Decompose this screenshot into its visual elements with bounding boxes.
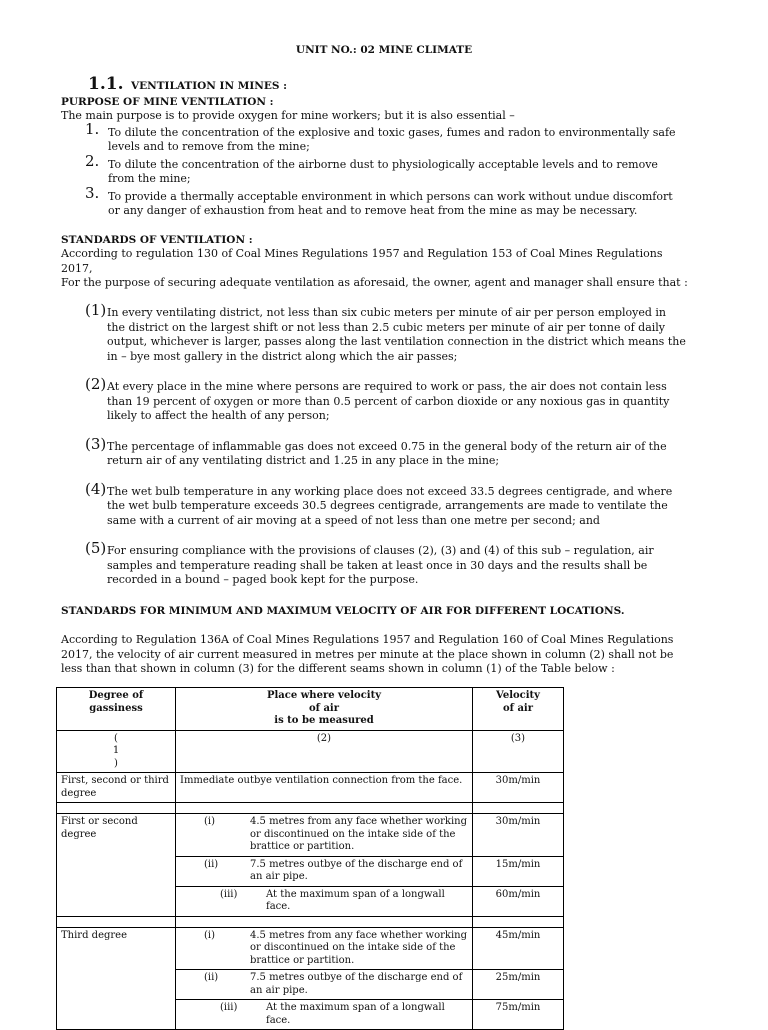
- col1-number-part: (: [114, 732, 118, 744]
- place-text: 4.5 metres from any face whether working or discontinued on the intake side of the brattice or partition.: [250, 816, 467, 852]
- clause-text: For ensuring compliance with the provisions of clauses (2), (3) and (4) of this sub – regulation, air samples and temperature reading shall be taken at least once in 30 days and the results shall be recorded in a bound – paged book kept for the purpose.: [107, 544, 654, 586]
- clause-item: [85, 375, 686, 424]
- place-text: 4.5 metres from any face whether working or discontinued on the intake side of the brattice or partition.: [250, 929, 467, 966]
- clause-text: The wet bulb temperature in any working place does not exceed 33.5 degrees centigrade, and where the wet bulb temperature exceeds 30.5 degrees centigrade, arrangements are made to ventilate the same with a current of air moving at a speed of not less than one metre per second; and: [107, 484, 673, 527]
- purpose-item: [85, 120, 685, 154]
- velocity-intro: According to Regulation 136A of Coal Mines Regulations 1957 and Regulation 160 of Coal Mines Regulations 2017, the velocity of air current measured in metres per minute at the place shown in column (2) shall not be less than that shown in column (3) for the different seams shown in column (1) of the Table below :: [61, 633, 674, 675]
- clause-text: At every place in the mine where persons are required to work or pass, the air does not contain less than 19 percent of oxygen or more than 0.5 percent of carbon dioxide or any noxious gas in quantity likely to affect the health of any person;: [107, 380, 670, 422]
- place-cell: [176, 856, 473, 886]
- velocity-table: [56, 687, 564, 1030]
- velocity-cell: 45m/min: [473, 927, 564, 970]
- place-cell: Immediate outbye ventilation connection from the face.: [176, 773, 473, 803]
- col2-header-line: is to be measured: [274, 715, 374, 726]
- table-gap-row: [57, 916, 564, 927]
- standards-heading: STANDARDS OF VENTILATION :: [61, 234, 253, 246]
- roman-numeral: (i): [204, 929, 216, 941]
- velocity-cell: 30m/min: [473, 814, 564, 857]
- clause-item: [85, 301, 686, 364]
- place-cell: [176, 927, 473, 970]
- place-text: 7.5 metres outbye of the discharge end of an air pipe.: [250, 972, 463, 996]
- col1-header-line: Degree of: [88, 690, 144, 701]
- clause-number: (5): [85, 539, 107, 557]
- roman-numeral: (ii): [204, 972, 219, 983]
- purpose-item: [85, 184, 685, 218]
- table-row: [57, 927, 564, 970]
- table-gap-row: [57, 803, 564, 814]
- place-text: 7.5 metres outbye of the discharge end of an air pipe.: [250, 858, 463, 882]
- degree-cell: Third degree: [57, 927, 176, 1030]
- clause-text: The percentage of inflammable gas does not exceed 0.75 in the general body of the return air of the return air of any ventilating district and 1.25 in any place in the mine;: [107, 439, 667, 467]
- clause-number: (2): [85, 375, 107, 393]
- roman-numeral: (i): [204, 816, 216, 827]
- place-cell: [176, 886, 473, 916]
- place-text: At the maximum span of a longwall face.: [266, 888, 445, 912]
- place-text: At the maximum span of a longwall face.: [266, 1002, 445, 1026]
- velocity-cell: 15m/min: [473, 856, 564, 886]
- degree-cell: First or second degree: [57, 814, 176, 917]
- clause-number: (1): [85, 301, 107, 319]
- purpose-item-number: 1.: [85, 120, 100, 138]
- col1-header: [57, 688, 176, 731]
- col1-header-line: gassiness: [89, 702, 143, 714]
- purpose-heading: PURPOSE OF MINE VENTILATION :: [61, 96, 274, 108]
- roman-numeral: (iii): [220, 888, 238, 900]
- velocity-cell: 25m/min: [473, 970, 564, 1000]
- place-cell: [176, 814, 473, 857]
- col3-header-line: of air: [503, 702, 533, 714]
- clause-item: [85, 479, 686, 529]
- section-title: VENTILATION IN MINES :: [131, 80, 287, 92]
- section-number: 1.1.: [88, 74, 124, 94]
- purpose-item-number: 3.: [85, 184, 100, 202]
- standards-clauses: [85, 301, 686, 604]
- col1-number: [57, 730, 176, 773]
- col3-header-line: Velocity: [496, 690, 540, 701]
- purpose-item-text: To dilute the concentration of the airborne dust to physiologically acceptable levels and to remove from the mine;: [108, 158, 658, 185]
- clause-item: [85, 434, 686, 469]
- col2-header: [176, 688, 473, 731]
- col1-number-part: ): [114, 757, 118, 769]
- table-number-row: [57, 730, 564, 773]
- col2-header-line: Place where velocity: [266, 690, 382, 701]
- velocity-heading: STANDARDS FOR MINIMUM AND MAXIMUM VELOCITY OF AIR FOR DIFFERENT LOCATIONS.: [61, 605, 625, 617]
- col2-header-line: of air: [309, 702, 339, 714]
- col2-number: (2): [176, 730, 473, 773]
- col1-number-part: 1: [112, 745, 120, 756]
- velocity-cell: 60m/min: [473, 886, 564, 916]
- purpose-item-text: To provide a thermally acceptable environment in which persons can work without undue discomfort or any danger of exhaustion from heat and to remove heat from the mine as may be necessary.: [108, 190, 673, 217]
- table-row: [57, 773, 564, 803]
- purpose-item: [85, 152, 685, 186]
- purpose-item-text: To dilute the concentration of the explosive and toxic gases, fumes and radon to environmentally safe levels and to remove from the mine;: [108, 126, 676, 153]
- table-header-row: [57, 688, 564, 731]
- col3-number: (3): [473, 730, 564, 773]
- clause-number: (3): [85, 434, 107, 453]
- purpose-intro: The main purpose is to provide oxygen for mine workers; but it is also essential –: [61, 109, 515, 122]
- standards-purpose: For the purpose of securing adequate ventilation as aforesaid, the owner, agent and manager shall ensure that :: [61, 276, 688, 289]
- place-cell: [176, 970, 473, 1000]
- degree-cell: First, second or third degree: [57, 773, 176, 803]
- clause-text: In every ventilating district, not less than six cubic meters per minute of air per person employed in the district on the largest shift or not less than 2.5 cubic meters per minute of air per tonne of daily output, whichever is larger, passes along the last ventilation connection in the district which means the in – bye most gallery in the district along which the air passes;: [107, 306, 686, 363]
- clause-item: [85, 539, 686, 588]
- place-cell: [176, 1000, 473, 1030]
- roman-numeral: (ii): [204, 858, 219, 870]
- velocity-cell: 30m/min: [473, 773, 564, 803]
- table-row: [57, 814, 564, 857]
- unit-title: UNIT NO.: 02 MINE CLIMATE: [295, 44, 473, 56]
- purpose-list: [85, 120, 685, 222]
- roman-numeral: (iii): [220, 1002, 238, 1013]
- purpose-item-number: 2.: [85, 152, 100, 170]
- clause-number: (4): [85, 479, 107, 498]
- velocity-cell: 75m/min: [473, 1000, 564, 1030]
- standards-intro: According to regulation 130 of Coal Mines Regulations 1957 and Regulation 153 of Coal Mines Regulations 2017,: [61, 247, 663, 275]
- col3-header: [473, 688, 564, 731]
